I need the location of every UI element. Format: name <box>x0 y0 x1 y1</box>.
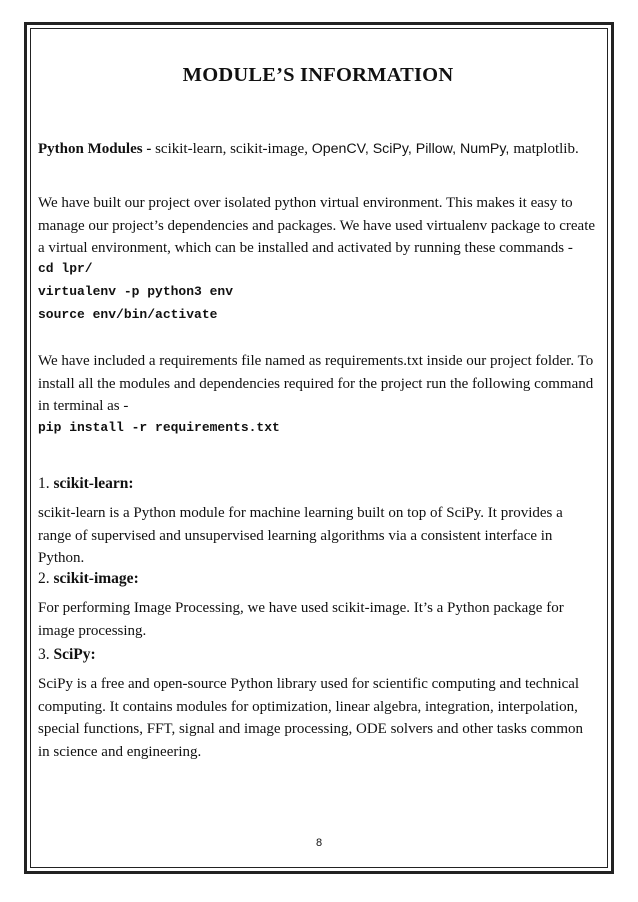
section-body-scipy <box>38 673 598 763</box>
venv-paragraph <box>38 192 598 260</box>
requirements-line: install all the modules and dependencies required for the project run the following command <box>38 375 594 392</box>
command-source: source env/bin/activate <box>38 307 218 322</box>
modules-list-b: OpenCV, SciPy, Pillow, NumPy, <box>311 141 514 157</box>
body-line: image processing. <box>38 622 147 639</box>
section-title: scikit-image: <box>53 570 139 587</box>
body-line: Python. <box>38 550 85 566</box>
section-number: 1. <box>38 475 54 492</box>
venv-line: a virtual environment, which can be installed and activated by running these commands - <box>38 240 573 256</box>
command-pip-install: pip install -r requirements.txt <box>38 420 280 435</box>
body-line: computing. It contains modules for optimization, linear algebra, integration, interpolation, <box>38 698 578 715</box>
requirements-paragraph <box>38 350 598 418</box>
section-title: SciPy: <box>53 646 96 663</box>
requirements-line: We have included a requirements file named as requirements.txt inside our project folder. To <box>38 353 594 369</box>
page-number: 8 <box>315 837 323 849</box>
section-number: 3. <box>38 646 54 663</box>
page-title: MODULE’S INFORMATION <box>182 64 454 86</box>
body-line: special functions, FFT, signal and image processing, ODE solvers and other tasks common <box>38 721 584 737</box>
modules-list-a: scikit-learn, scikit-image, <box>155 141 312 157</box>
requirements-line: in terminal as - <box>38 398 129 414</box>
command-cd: cd lpr/ <box>38 261 93 276</box>
body-line: For performing Image Processing, we have used scikit-image. It’s a Python package for <box>38 600 564 616</box>
python-modules-label: Python Modules - <box>38 141 156 157</box>
venv-line: manage our project’s dependencies and packages. We have used virtualenv package to create <box>38 217 596 234</box>
modules-list-c: matplotlib. <box>513 141 579 157</box>
body-line: scikit-learn is a Python module for machine learning built on top of SciPy. It provides a <box>38 505 563 521</box>
section-heading-scikit-image <box>38 570 139 588</box>
section-number: 2. <box>38 570 54 587</box>
venv-line: We have built our project over isolated python virtual environment. This makes it easy to <box>38 195 573 211</box>
body-line: range of supervised and unsupervised learning algorithms via a consistent interface in <box>38 527 553 544</box>
section-title: scikit-learn: <box>53 475 134 492</box>
section-body-scikit-image <box>38 597 598 642</box>
command-virtualenv: virtualenv -p python3 env <box>38 284 234 299</box>
section-body-scikit-learn <box>38 502 598 570</box>
body-line: in science and engineering. <box>38 743 202 760</box>
body-line: SciPy is a free and open-source Python library used for scientific computing and technical <box>38 676 580 692</box>
section-heading-scikit-learn <box>38 475 134 493</box>
python-modules-line <box>38 138 598 161</box>
section-heading-scipy <box>38 646 96 664</box>
